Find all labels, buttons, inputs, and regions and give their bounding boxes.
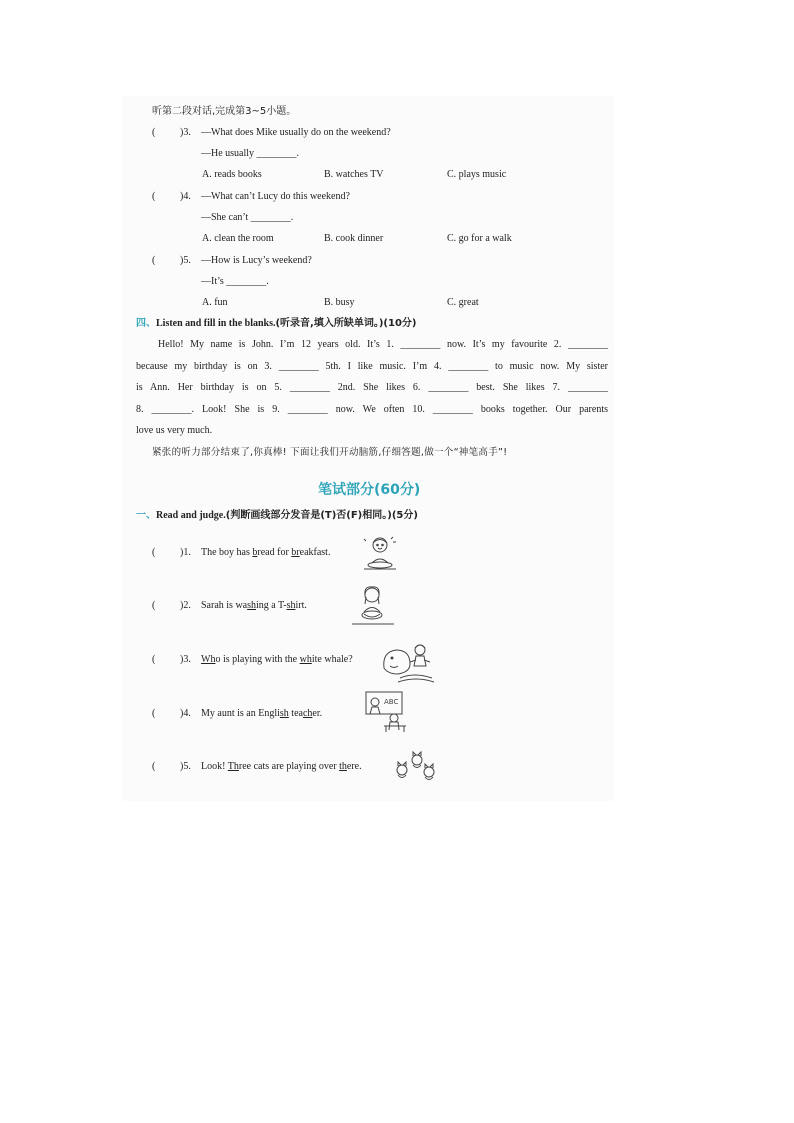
boy-eating-illustration — [360, 533, 400, 573]
response-text: —It’s ________. — [201, 276, 269, 287]
sentence-part: ing a T- — [256, 600, 287, 611]
section1-label: 一、 — [136, 510, 156, 521]
question-number: )3. — [180, 127, 191, 138]
underlined-part: Wh — [201, 654, 216, 665]
section4-label: 四、 — [136, 318, 156, 329]
underlined-part: Th — [227, 761, 239, 772]
response-text: —She can’t ________. — [201, 212, 294, 223]
paren-open: ( — [152, 255, 156, 266]
sentence-part: eakfast. — [299, 547, 331, 558]
underlined-part: b — [252, 547, 258, 558]
judge-number: )5. — [180, 761, 191, 772]
passage-line: love us very much. — [136, 425, 213, 436]
paren-open: ( — [152, 708, 156, 719]
judge-number: )2. — [180, 600, 191, 611]
sentence-part: My aunt is an Engli — [201, 708, 280, 719]
teacher-board-illustration — [364, 690, 408, 734]
sentence-part: The boy has — [201, 547, 253, 558]
judge-number: )3. — [180, 654, 191, 665]
option-c: C. go for a walk — [447, 233, 512, 244]
section1-title-cn: (判断画线部分发音是(T)否(F)相同。)(5分) — [225, 510, 418, 521]
judge-number: )1. — [180, 547, 191, 558]
section1-title-en: Read and judge. — [156, 510, 226, 521]
response-text: —He usually ________. — [201, 148, 300, 159]
paren-open: ( — [152, 191, 156, 202]
underlined-part: th — [339, 761, 347, 772]
option-a: A. reads books — [202, 169, 262, 180]
sentence-part: ite whale? — [311, 654, 353, 665]
svg-text:ABC: ABC — [384, 698, 399, 706]
underlined-part: sh — [286, 600, 296, 611]
judge-sentence — [201, 547, 330, 559]
option-a: A. fun — [202, 297, 228, 308]
section4-heading — [136, 318, 416, 330]
section4-title-en: Listen and fill in the blanks. — [156, 318, 276, 329]
option-c: C. great — [447, 297, 479, 308]
question-text: —What can’t Lucy do this weekend? — [201, 191, 350, 202]
paren-open: ( — [152, 600, 156, 611]
option-c: C. plays music — [447, 169, 507, 180]
written-part-title: 笔试部分(60分) — [318, 482, 421, 498]
section4-title-cn: (听录音,填入所缺单词。)(10分) — [275, 318, 417, 329]
whale-and-boy-illustration — [380, 638, 436, 684]
sentence-part: er. — [312, 708, 323, 719]
underlined-part: wh — [299, 654, 312, 665]
girl-washing-illustration — [350, 584, 396, 628]
question-text: —How is Lucy’s weekend? — [201, 255, 312, 266]
passage-line: 8. ________. Look! She is 9. ________ now. We often 10. ________ books together. Our parents — [136, 403, 608, 415]
judge-sentence — [201, 708, 322, 720]
option-b: B. watches TV — [324, 169, 384, 180]
passage-line: Hello! My name is John. I’m 12 years old. It’s 1. ________ now. It’s my favourite 2. ________ — [158, 339, 608, 350]
judge-number: )4. — [180, 708, 191, 719]
option-b: B. cook dinner — [324, 233, 384, 244]
sentence-part: irt. — [295, 600, 307, 611]
sentence-part: tea — [288, 708, 303, 719]
judge-sentence — [201, 761, 362, 773]
sentence-part: Sarah is wa — [201, 600, 248, 611]
sentence-part: Look! — [201, 761, 228, 772]
underlined-part: sh — [279, 708, 289, 719]
question-number: )5. — [180, 255, 191, 266]
sentence-part: o is playing with the — [215, 654, 300, 665]
passage-line: because my birthday is on 3. ________ 5th. I like music. I’m 4. ________ to music now. My sister — [136, 360, 608, 372]
option-b: B. busy — [324, 297, 355, 308]
passage-line: is Ann. Her birthday is on 5. ________ 2nd. She likes 6. ________ best. She likes 7. ________ — [136, 382, 608, 393]
three-cats-illustration — [393, 750, 437, 784]
section1-heading — [136, 510, 418, 522]
underlined-part: ch — [302, 708, 313, 719]
sentence-part: read — [257, 547, 275, 558]
paren-open: ( — [152, 127, 156, 138]
option-a: A. clean the room — [202, 233, 274, 244]
paren-open: ( — [152, 654, 156, 665]
paren-open: ( — [152, 761, 156, 772]
judge-sentence — [201, 654, 353, 666]
sentence-part: for — [274, 547, 292, 558]
transition-note: 紧张的听力部分结束了,你真棒! 下面让我们开动脑筋,仔细答题,做一个“神笔高手”! — [152, 447, 508, 458]
sentence-part: ere. — [346, 761, 362, 772]
question-number: )4. — [180, 191, 191, 202]
question-text: —What does Mike usually do on the weekend? — [201, 127, 391, 138]
fill-blank-passage — [136, 334, 608, 442]
underlined-part: br — [291, 547, 300, 558]
underlined-part: sh — [247, 600, 257, 611]
sentence-part: ree cats are playing over — [238, 761, 340, 772]
paren-open: ( — [152, 547, 156, 558]
judge-sentence — [201, 600, 307, 612]
part-instruction: 听第二段对话,完成第3~5小题。 — [152, 106, 297, 117]
